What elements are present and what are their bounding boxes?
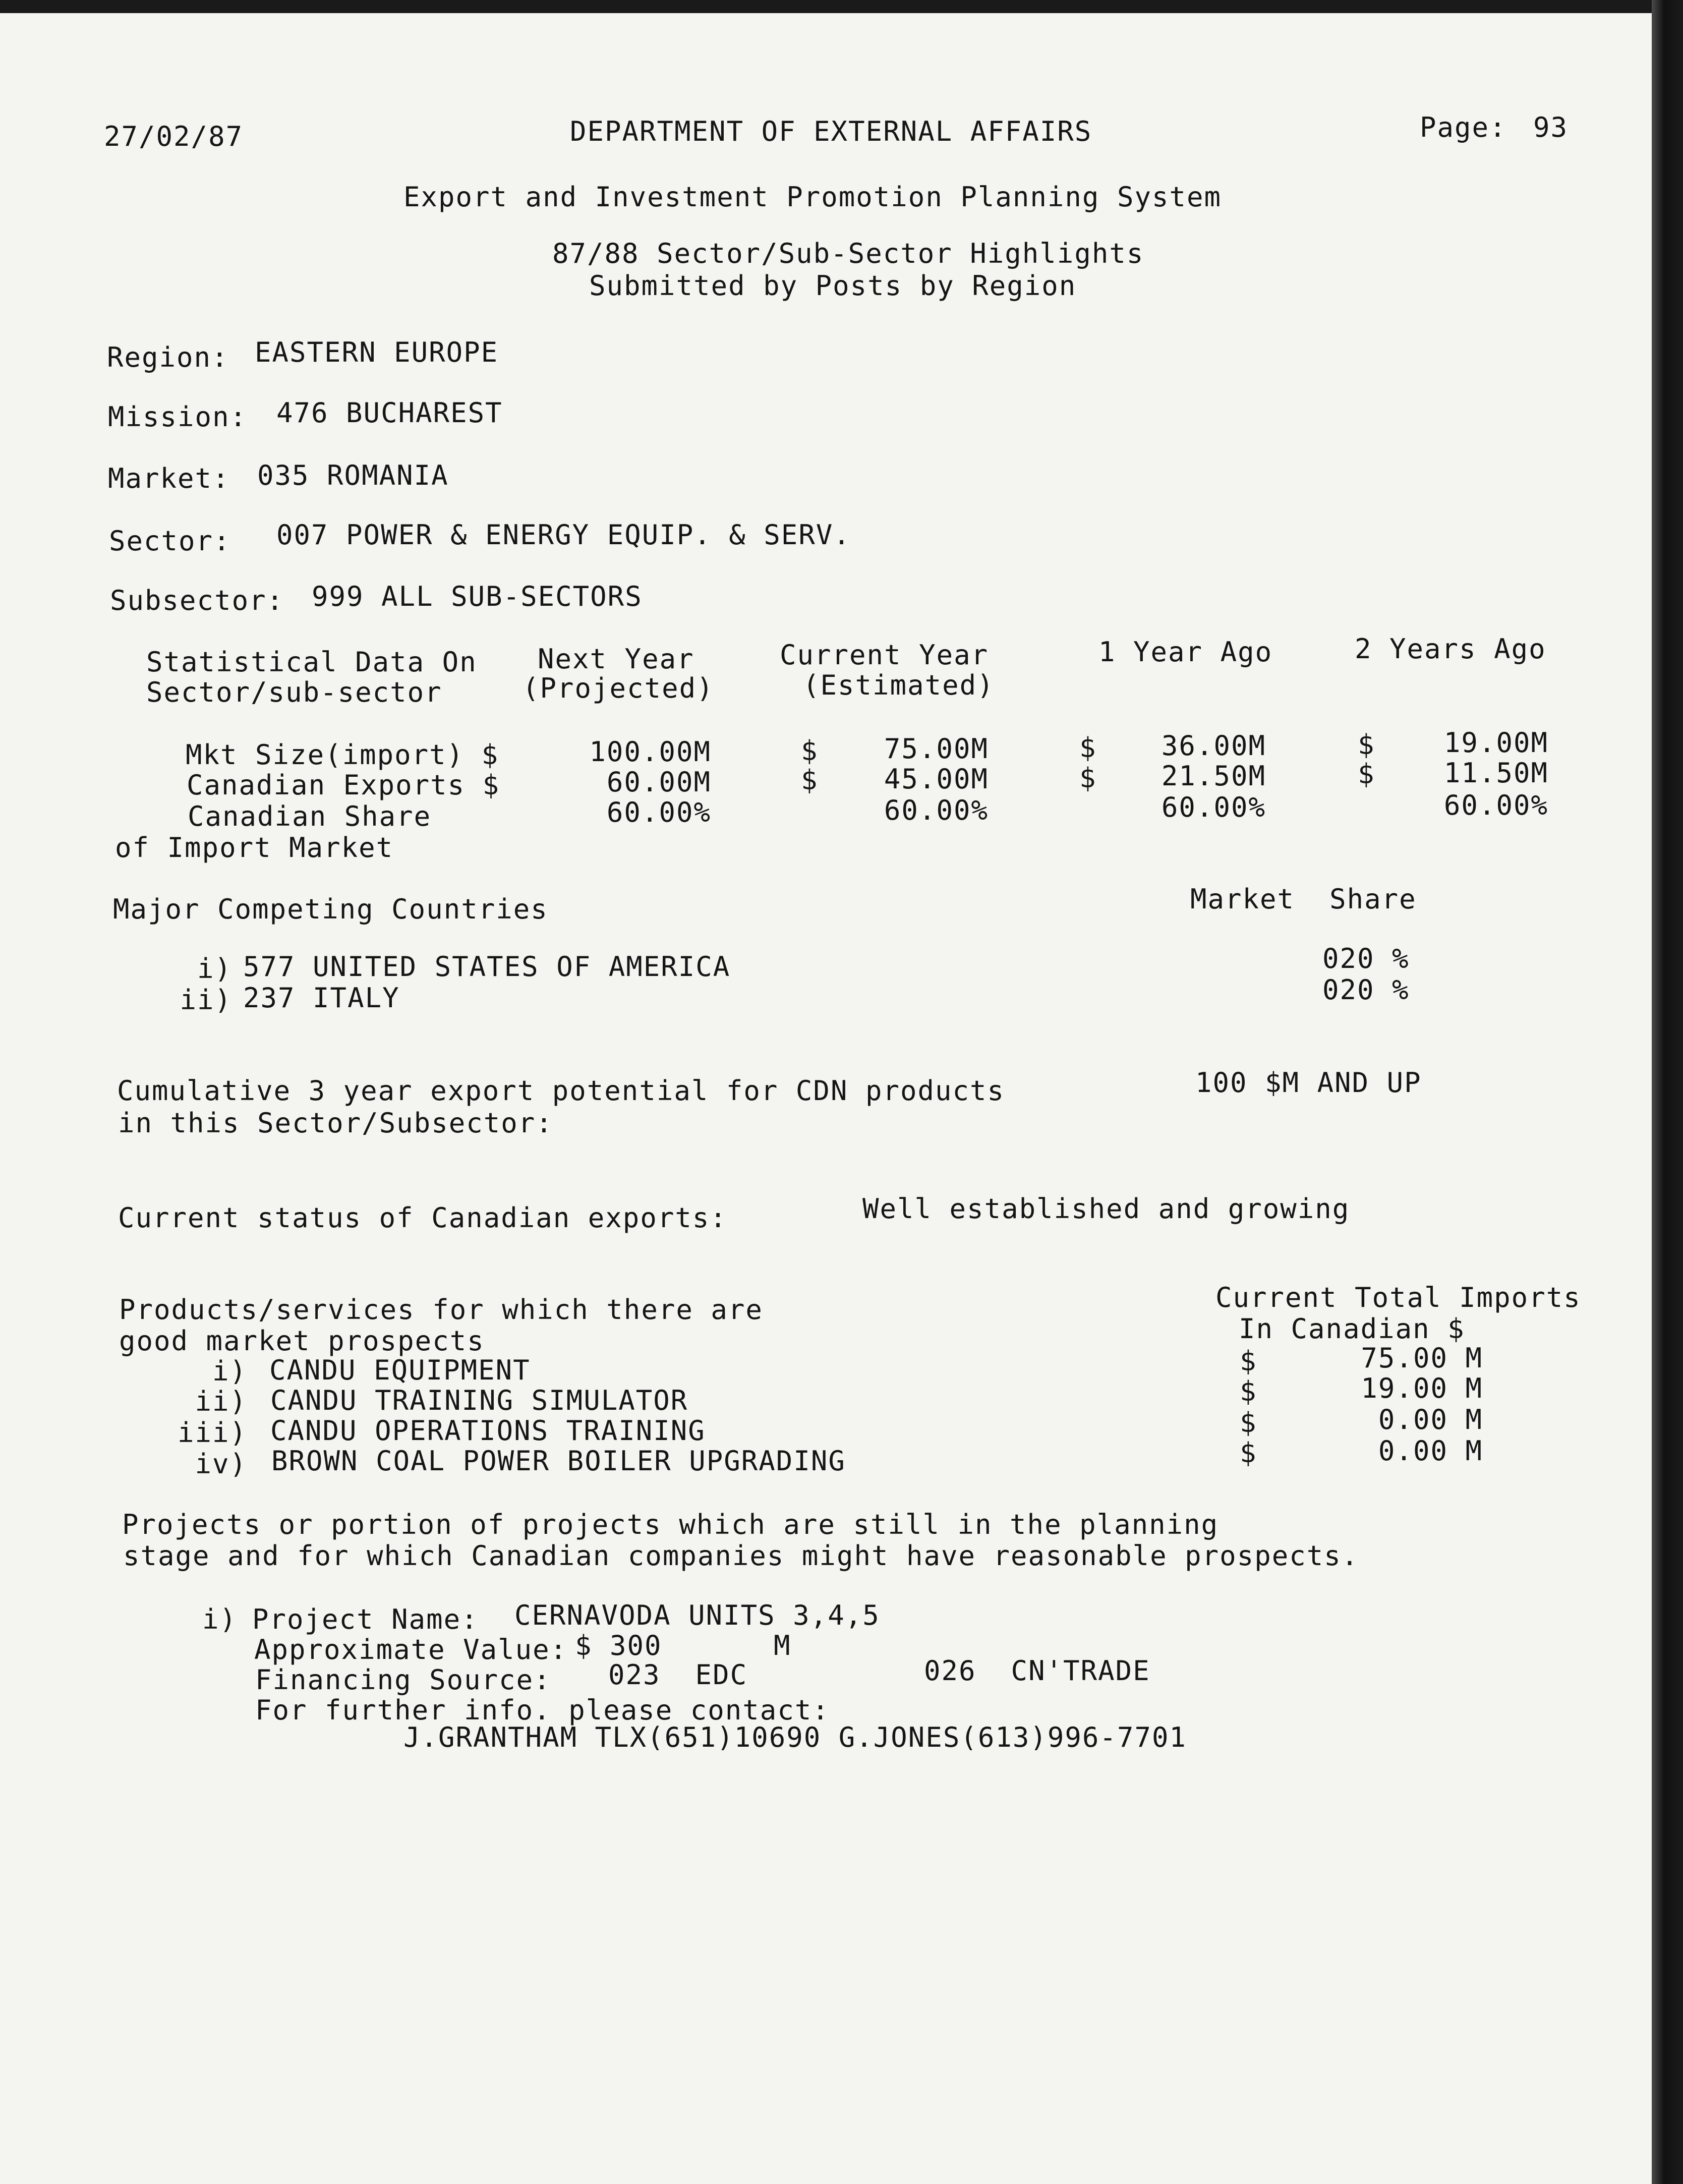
product-4-amount: 0.00 M — [1378, 1435, 1483, 1467]
cdn-exports-1-year-currency: $ — [1079, 762, 1097, 794]
sector-label: Sector: — [109, 525, 231, 557]
project-name-label: Project Name: — [252, 1603, 479, 1635]
product-3-amount: 0.00 M — [1378, 1404, 1483, 1435]
cdn-share-current-year: 60.00% — [884, 794, 989, 826]
col-1-year-ago: 1 Year Ago — [1098, 636, 1273, 668]
financing-source-2: 026 CN'TRADE — [924, 1655, 1150, 1687]
status-value: Well established and growing — [862, 1193, 1350, 1225]
report-date: 27/02/87 — [104, 121, 244, 152]
market-share-heading: Market Share — [1190, 883, 1417, 915]
contact-label: For further info. please contact: — [255, 1694, 830, 1726]
market-value: 035 ROMANIA — [257, 459, 449, 491]
cdn-exports-2-years-ago: 11.50M — [1443, 757, 1548, 789]
cdn-share-2-years-ago: 60.00% — [1443, 789, 1548, 821]
product-2-name: CANDU TRAINING SIMULATOR — [270, 1385, 688, 1416]
competitor-2-share: 020 % — [1322, 974, 1410, 1006]
project-value-unit: M — [774, 1630, 791, 1661]
competitor-2-index: ii) — [180, 984, 232, 1016]
region-value: EASTERN EUROPE — [255, 336, 499, 368]
cdn-exports-current-currency: $ — [801, 764, 819, 796]
mkt-size-current-currency: $ — [801, 735, 819, 767]
projects-intro-line2: stage and for which Canadian companies might have reasonable prospects. — [123, 1540, 1359, 1572]
competitor-1-index: i) — [197, 953, 232, 985]
market-label: Market: — [108, 463, 230, 494]
mission-value: 476 BUCHAREST — [276, 397, 503, 429]
col-next-year: Next Year — [538, 643, 694, 675]
col-2-years-ago: 2 Years Ago — [1355, 633, 1546, 665]
product-4-name: BROWN COAL POWER BOILER UPGRADING — [271, 1445, 846, 1477]
cdn-exports-2-years-currency: $ — [1358, 758, 1375, 790]
page-label: Page: — [1420, 111, 1507, 143]
subsector-label: Subsector: — [110, 585, 284, 616]
potential-value: 100 $M AND UP — [1195, 1067, 1422, 1099]
department-title: DEPARTMENT OF EXTERNAL AFFAIRS — [570, 116, 1092, 147]
mkt-size-1-year-ago: 36.00M — [1161, 730, 1266, 762]
product-2-index: ii) — [195, 1386, 247, 1417]
competitor-1-share: 020 % — [1322, 943, 1410, 974]
financing-label: Financing Source: — [255, 1664, 551, 1696]
competitor-1-name: 577 UNITED STATES OF AMERICA — [243, 951, 731, 983]
product-3-name: CANDU OPERATIONS TRAINING — [270, 1415, 706, 1447]
cdn-exports-current-year: 45.00M — [884, 763, 989, 795]
product-2-currency: $ — [1240, 1375, 1257, 1407]
row-mkt-size-label: Mkt Size(import) $ — [186, 739, 499, 771]
product-1-name: CANDU EQUIPMENT — [269, 1354, 531, 1386]
product-3-index: iii) — [177, 1417, 247, 1449]
imports-heading-line1: Current Total Imports — [1215, 1282, 1581, 1313]
region-label: Region: — [107, 341, 229, 373]
contact-details: J.GRANTHAM TLX(651)10690 G.JONES(613)996-7701 — [403, 1721, 1187, 1753]
cdn-share-1-year-ago: 60.00% — [1161, 791, 1266, 823]
stats-heading-line1: Statistical Data On — [146, 646, 477, 678]
competitor-2-name: 237 ITALY — [243, 982, 400, 1014]
row-cdn-share-label-line2: of Import Market — [115, 832, 394, 864]
product-2-amount: 19.00 M — [1361, 1372, 1483, 1404]
project-name-value: CERNAVODA UNITS 3,4,5 — [514, 1599, 880, 1631]
product-3-currency: $ — [1240, 1407, 1257, 1439]
mkt-size-next-year: 100.00M — [589, 736, 711, 768]
mission-label: Mission: — [108, 401, 248, 433]
subsector-value: 999 ALL SUB-SECTORS — [312, 581, 643, 612]
project-value-label: Approximate Value: — [254, 1634, 568, 1665]
cdn-exports-1-year-ago: 21.50M — [1161, 760, 1266, 792]
projects-intro-line1: Projects or portion of projects which are still in the planning — [122, 1509, 1219, 1540]
scan-right-edge — [1652, 0, 1683, 2184]
mkt-size-1-year-currency: $ — [1079, 732, 1097, 764]
sector-value: 007 POWER & ENERGY EQUIP. & SERV. — [276, 519, 851, 551]
mkt-size-2-years-currency: $ — [1358, 729, 1375, 761]
product-1-currency: $ — [1240, 1345, 1257, 1377]
cdn-exports-next-year: 60.00M — [606, 766, 711, 798]
page-number: 93 — [1533, 111, 1569, 143]
product-4-currency: $ — [1240, 1437, 1257, 1469]
product-1-index: i) — [212, 1355, 247, 1387]
mkt-size-current-year: 75.00M — [884, 733, 989, 765]
col-current-year-sub: (Estimated) — [803, 669, 995, 701]
potential-text-line2: in this Sector/Subsector: — [118, 1107, 553, 1139]
col-next-year-sub: (Projected) — [523, 672, 714, 704]
imports-heading-line2: In Canadian $ — [1239, 1313, 1465, 1345]
scan-top-edge — [0, 0, 1683, 13]
product-4-index: iv) — [195, 1448, 247, 1480]
row-cdn-exports-label: Canadian Exports $ — [187, 769, 500, 801]
row-cdn-share-label: Canadian Share — [188, 800, 432, 832]
competitors-heading: Major Competing Countries — [113, 893, 548, 925]
project-1-index: i) — [202, 1603, 237, 1635]
report-title: 87/88 Sector/Sub-Sector Highlights — [552, 238, 1144, 269]
products-heading-line2: good market prospects — [119, 1325, 485, 1357]
financing-source-1: 023 EDC — [608, 1659, 748, 1691]
product-1-amount: 75.00 M — [1361, 1342, 1483, 1374]
mkt-size-2-years-ago: 19.00M — [1443, 727, 1548, 759]
products-heading-line1: Products/services for which there are — [119, 1294, 763, 1326]
stats-heading-line2: Sector/sub-sector — [146, 676, 442, 708]
system-title: Export and Investment Promotion Planning System — [403, 181, 1222, 213]
potential-text-line1: Cumulative 3 year export potential for CDN products — [117, 1075, 1005, 1107]
col-current-year: Current Year — [780, 639, 989, 671]
report-subtitle: Submitted by Posts by Region — [589, 270, 1077, 302]
project-value-amount: $ 300 — [575, 1630, 662, 1661]
status-label: Current status of Canadian exports: — [118, 1202, 727, 1234]
cdn-share-next-year: 60.00% — [606, 796, 711, 828]
